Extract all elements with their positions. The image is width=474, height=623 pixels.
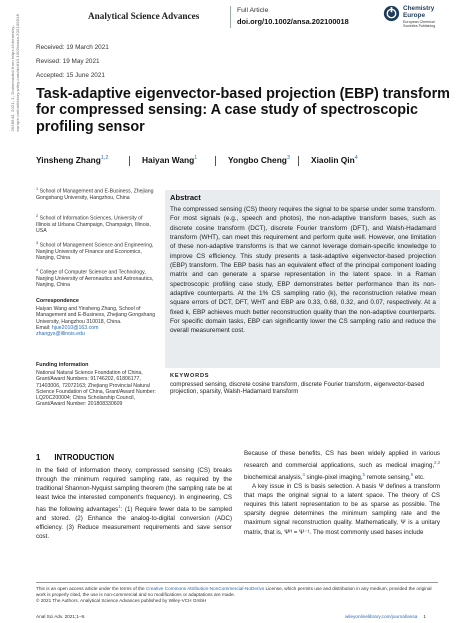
author-separator	[215, 156, 216, 166]
citation-footer: Anal Sci Adv. 2021;1–9.	[36, 614, 86, 619]
doi-link[interactable]: doi.org/10.1002/ansa.202100018	[237, 17, 349, 26]
intro-left-column: In the field of information theory, compressed sensing (CS) breaks through the minimum required sampling rate, as required by the traditional Shannon-Nyquist sampling theorem (the sampling rate be at least twice the interested component's frequency). In engineering, CS has the following advantages$^1$: (1) Require fewer data to be sampled and stored. (2) Enhance the analog-to-digital conversion (ADC) efficiency. (3) Reduce measurement requirements and save sensor cost.	[36, 467, 232, 541]
license-link[interactable]: Creative Commons Attribution-NonCommercial-NoDerivs	[145, 586, 265, 591]
chemistry-europe-logo-icon	[383, 5, 400, 22]
citation-ref[interactable]: 2,3	[434, 460, 440, 466]
author-name[interactable]: Yongbo Cheng$^3$	[228, 155, 290, 165]
affiliation: $^2$ School of Information Sciences, University of Illinois at Urbana Champaign, Champaign, Illinois, USA	[36, 214, 151, 235]
citation-ref[interactable]: 5	[362, 472, 365, 478]
author-name[interactable]: Yinsheng Zhang$^{1,2}$	[36, 155, 109, 165]
journal-url-link[interactable]: wileyonlinelibrary.com/journal/ansa	[345, 614, 418, 619]
author-name[interactable]: Xiaolin Qin$^4$	[311, 155, 358, 165]
author-separator	[129, 156, 130, 166]
revised-date: Revised: 19 May 2021	[36, 58, 100, 65]
page-number: 1	[423, 614, 426, 619]
article-title: Task-adaptive eigenvector-based projection (EBP) transform for compressed sensing: A case study of spectroscopic profiling sensor	[36, 86, 450, 135]
affiliation: $^3$ School of Management Science and Engineering, Nanjing University of Finance and Economics, Nanjing, China	[36, 241, 154, 262]
abstract-heading: Abstract	[170, 193, 201, 202]
affiliation: $^4$ College of Computer Science and Technology, Nanjing University of Aeronautics and Astronautics, Nanjing, China	[36, 268, 154, 289]
funding-text: National Natural Science Foundation of China, Grant/Award Numbers: 91746202, 61806177, 71403006, 72072163; Zhejiang Provincial Natural Science Foundation of China, Grant/Award Number: LQ20C200004; China Scholarship Council, Grant/Award Number: 201808330609	[36, 370, 156, 408]
author-name[interactable]: Haiyan Wang$^1$	[142, 155, 198, 165]
correspondence-heading: Correspondence	[36, 298, 79, 304]
publisher-logo	[383, 3, 471, 33]
citation-ref[interactable]: 6	[410, 472, 414, 478]
abstract-text: The compressed sensing (CS) theory requires the signal to be sparse under some transform. For most signals (e.g., speech and photos), the non-adaptive transform bases, such as discrete cosine transform (DCT), discrete Fourier transform (DFT), and Walsh-Hadamard transform (WHT), can meet this requirement and perform quite well. However, one limitation of these non-adaptive transforms is that we cannot leverage domain-specific knowledge to improve CS efficiency. This study presents a task-adaptive eigenvector-based projection (EBP) transform. The EBP basis has an equivalent effect of the principal component loading matrix and can generate a sparse representation in the latent space. In a Raman spectroscopic profiling case study, EBP demonstrates better performance than its non-adaptive counterparts. At the 1% CS sampling ratio (k), the reconstruction relative mean square errors of DCT, DFT, WHT and EBP are 0.33, 0.68, 0.32, and 0.07, respectively. At a fixed k, EBP achieves much better reconstruction quality than the non-adaptive counterparts. For specific domain tasks, EBP can significantly lower the CS sampling ratio and reduce the overall measurement cost.	[170, 206, 436, 335]
accepted-date: Accepted: 15 June 2021	[36, 72, 105, 79]
footer-url	[345, 614, 426, 619]
email-link[interactable]: zhangys@illinois.edu	[36, 331, 85, 338]
funding-heading: Funding information	[36, 362, 89, 368]
keywords-text: compressed sensing, discrete cosine transform, discrete Fourier transform, eigenvector-based projection, sparsity, Walsh-Hadamard transform	[170, 381, 425, 396]
license-text: This is an open access article under the terms of the Creative Commons Attribution-NonCommercial-NoDerivs License, which permits use and distribution in any medium, provided the original work is properly cited, the use is non-commercial and no modifications or adaptations are made. © 2021 The Authors. Analytical Science Advances published by Wiley-VCH GmbH	[36, 586, 432, 603]
header-divider	[230, 6, 231, 28]
logo-subtitle: European Chemical Societies Publishing	[403, 20, 436, 29]
intro-right-column: Because of these benefits, CS has been widely applied in various research and commercial applications, such as medical imaging,$^{2,3}$ biochemical analysis,$^4$ single-pixel imaging,$^5$ remote sensing,$^6$ etc. A key issue in CS is basis selection. A basis Ψ defines a transform that maps the original signal to a latent space. The theory of CS requires this latent representation to be as sparse as possible. The sparsity degree determines the minimum sampling rate and the maximum signal reconstruction quality. Mathematically, Ψ is a unitary matrix, that is, Ψᴴ = Ψ⁻¹. The most commonly used bases include	[244, 450, 440, 536]
received-date: Received: 19 March 2021	[36, 44, 109, 51]
affiliation: $^1$ School of Management and E-Business, Zhejiang Gongshang University, Hangzhou, China	[36, 187, 154, 202]
author-separator	[298, 156, 299, 166]
correspondence-text: Haiyan Wang and Yinsheng Zhang, School of Management and E-Business, Zhejiang Gongshang University, Hangzhou 310018, China. Email: hjue2010@163.com zhangys@illinois.edu	[36, 306, 156, 338]
logo-name: Chemistry Europe	[403, 5, 435, 19]
keywords-heading: KEYWORDS	[170, 373, 210, 379]
section-heading: 1 INTRODUCTION	[36, 453, 115, 462]
citation-ref[interactable]: 1	[118, 504, 121, 510]
footer-rule	[36, 582, 438, 583]
author-list	[36, 155, 456, 169]
article-type: Full Article	[237, 7, 269, 14]
side-download-note: 2628543, 2021, 1, Downloaded from https://chemistry-europe.onlinelibrary.wiley.com/doi/10.1002/ansa.202100018	[10, 14, 20, 132]
citation-ref[interactable]: 4	[302, 472, 305, 478]
email-link[interactable]: hjue2010@163.com	[51, 324, 99, 331]
journal-name: Analytical Science Advances	[88, 11, 200, 21]
